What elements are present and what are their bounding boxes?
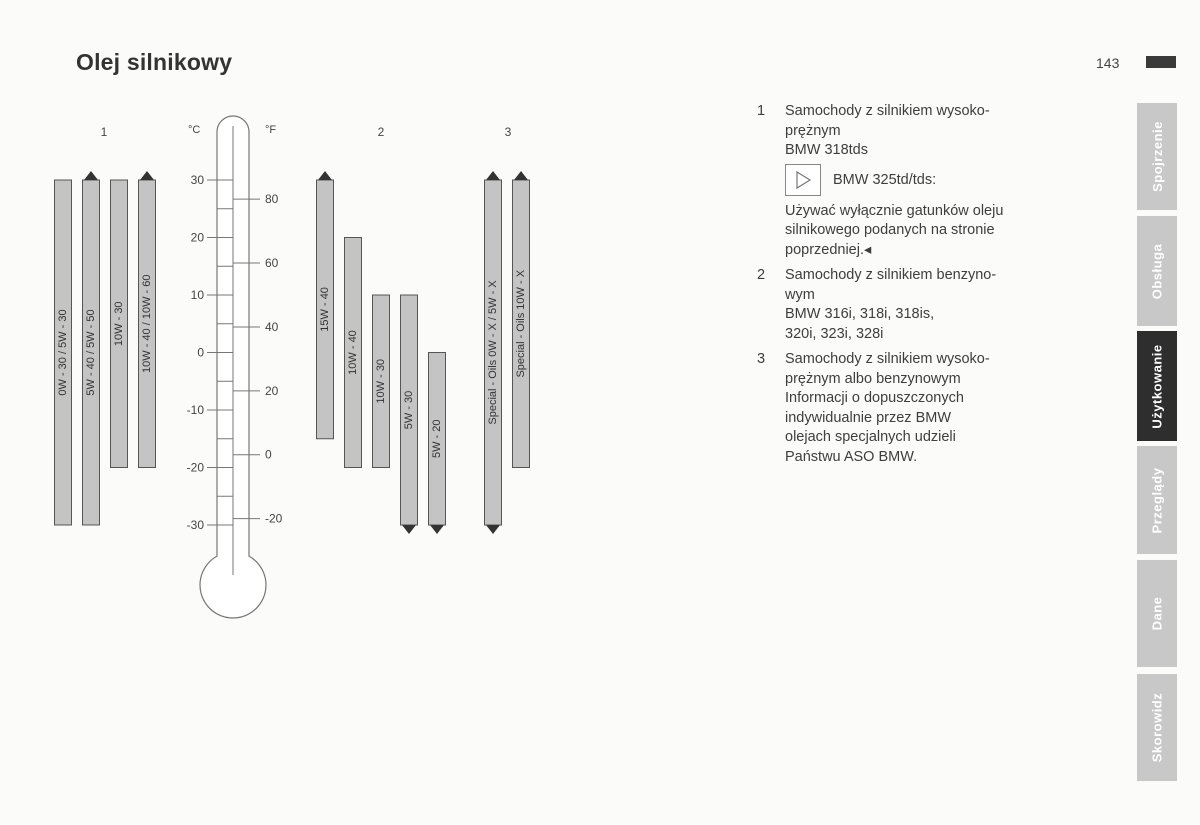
- note-line: silnikowego podanych na stronie: [785, 222, 995, 238]
- arrow-up-icon: [318, 171, 332, 180]
- fahrenheit-tick-label: 20: [265, 383, 279, 398]
- celsius-tick-label: 30: [190, 173, 204, 187]
- note-line: Samochody z silnikiem wysoko-: [785, 351, 990, 367]
- fahrenheit-tick-label: -20: [265, 511, 283, 526]
- note-line: Używać wyłącznie gatunków oleju: [785, 202, 1004, 219]
- page-title: Olej silnikowy: [76, 49, 233, 75]
- arrow-up-icon: [84, 171, 98, 180]
- unit-celsius: °C: [188, 124, 201, 136]
- notes-list: [757, 102, 1087, 467]
- celsius-tick-label: -20: [186, 460, 204, 475]
- note-line: Samochody z silnikiem wysoko-: [785, 103, 990, 119]
- viscosity-bar-label: 5W - 40 / 5W - 50: [85, 309, 97, 396]
- note-number: 3: [757, 351, 766, 367]
- viscosity-bar-label: 10W - 30: [375, 358, 387, 404]
- celsius-tick-label: 0: [197, 345, 204, 360]
- note-line: olejach specjalnych udzieli: [785, 429, 956, 445]
- tab-obsluga[interactable]: [1137, 216, 1177, 326]
- tab-label: Przeglądy: [1149, 467, 1165, 533]
- note-line: BMW 318tds: [785, 142, 868, 158]
- note-2: [757, 266, 1087, 344]
- note-line: prężnym albo benzynowym: [785, 370, 961, 387]
- viscosity-bar-label: 5W - 20: [431, 419, 443, 459]
- group-label: 1: [100, 125, 108, 139]
- hint-model: BMW 325td/tds:: [833, 171, 937, 188]
- viscosity-bar-label: Special - Oils 0W - X / 5W - X: [487, 280, 499, 425]
- note-number: 2: [757, 267, 766, 283]
- note-line: indywidualnie przez BMW: [785, 409, 952, 426]
- tab-uzytkowanie[interactable]: [1137, 331, 1177, 441]
- fahrenheit-tick-label: 0: [265, 447, 272, 462]
- page-marker: [1146, 56, 1176, 68]
- play-triangle-icon: [785, 164, 821, 196]
- tab-dane[interactable]: [1137, 560, 1177, 667]
- viscosity-bar-label: 15W - 40: [319, 287, 331, 332]
- note-line: BMW 316i, 318i, 318is,: [785, 306, 935, 322]
- tab-label: Użytkowanie: [1149, 343, 1165, 429]
- note-text: [785, 266, 1087, 344]
- viscosity-bar-label: 5W - 30: [403, 390, 415, 430]
- celsius-tick-label: 20: [190, 230, 204, 245]
- arrow-up-icon: [140, 171, 154, 180]
- tab-label: Spojrzenie: [1149, 121, 1165, 192]
- note-line: 320i, 323i, 328i: [785, 325, 884, 342]
- arrow-up-icon: [514, 171, 528, 180]
- tab-skorowidz[interactable]: [1137, 674, 1177, 781]
- celsius-tick-label: -30: [186, 518, 204, 532]
- note-info: [785, 202, 1087, 261]
- viscosity-bar-label: 10W - 40 / 10W - 60: [141, 274, 153, 373]
- arrow-down-icon: [402, 525, 416, 534]
- tab-spojrzenie[interactable]: [1137, 103, 1177, 210]
- fahrenheit-tick-label: 60: [265, 256, 279, 271]
- note-line: poprzedniej.◂: [785, 241, 872, 258]
- arrow-down-icon: [430, 525, 444, 534]
- fahrenheit-tick-label: 40: [265, 319, 279, 334]
- tab-label: Obsługa: [1149, 243, 1165, 299]
- note-line: Samochody z silnikiem benzyno-: [785, 267, 997, 283]
- tab-przeglady[interactable]: [1137, 446, 1177, 554]
- note-line: Państwu ASO BMW.: [785, 448, 918, 465]
- note-text: [785, 350, 1087, 467]
- note-text: [785, 102, 1087, 161]
- note-number: 1: [757, 103, 766, 119]
- group-label: 3: [504, 125, 512, 139]
- celsius-tick-label: 10: [190, 288, 204, 302]
- page-number: 143: [1096, 55, 1120, 71]
- viscosity-bar-label: 10W - 30: [113, 301, 125, 347]
- celsius-tick-label: -10: [186, 403, 204, 417]
- note-line: Informacji o dopuszczonych: [785, 390, 964, 406]
- viscosity-bar-label: 10W - 40: [347, 330, 359, 375]
- unit-fahrenheit: °F: [265, 124, 277, 136]
- viscosity-bar-label: Special - Oils 10W - X: [515, 269, 527, 378]
- note-1: [757, 102, 1087, 260]
- tab-label: Skorowidz: [1149, 692, 1165, 763]
- hint-row: [785, 166, 1087, 196]
- oil-viscosity-chart: [0, 0, 700, 640]
- tab-label: Dane: [1149, 596, 1165, 631]
- viscosity-bar-label: 0W - 30 / 5W - 30: [57, 309, 69, 396]
- arrow-down-icon: [486, 525, 500, 534]
- arrow-up-icon: [486, 171, 500, 180]
- note-line: wym: [785, 286, 815, 303]
- note-line: prężnym: [785, 122, 841, 139]
- note-3: [757, 350, 1087, 467]
- group-label: 2: [377, 125, 385, 139]
- fahrenheit-tick-label: 80: [265, 192, 279, 207]
